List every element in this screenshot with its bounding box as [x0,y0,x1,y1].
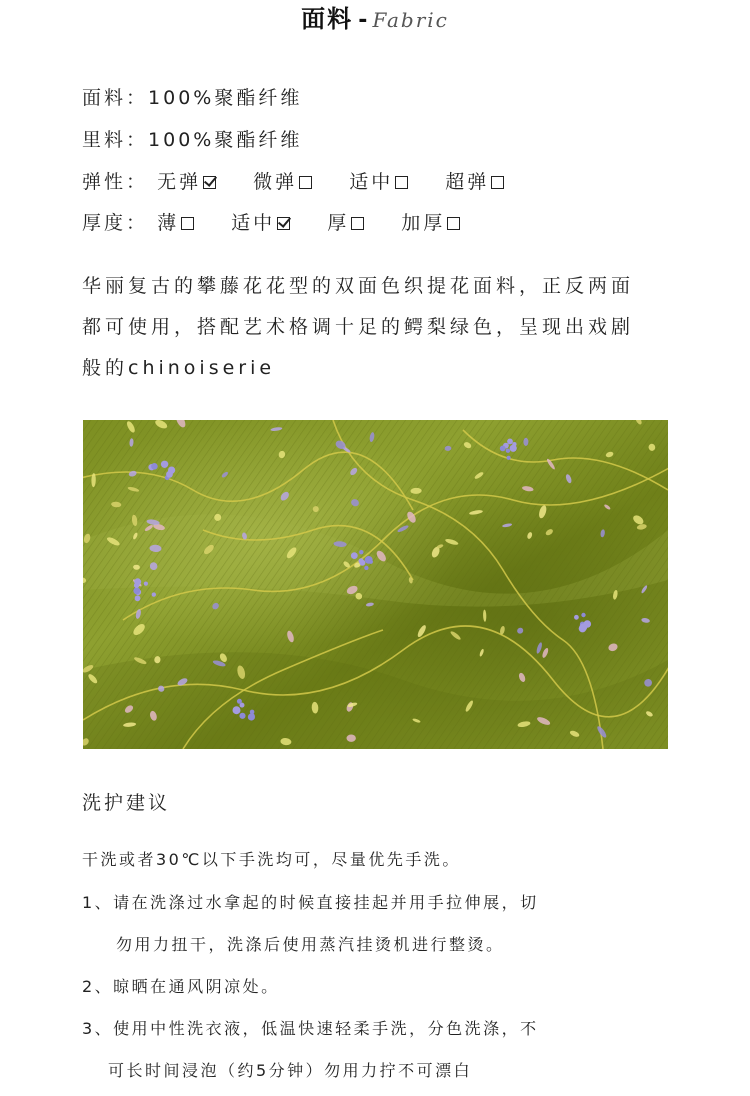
title-en: Fabric [372,8,449,32]
care-line: 可长时间浸泡（约5分钟）勿用力拧不可漂白 [108,1061,473,1080]
elasticity-option [445,167,504,197]
thickness-option [327,208,364,238]
spec-fabric-label: 面料： [82,87,149,109]
checkbox-icon [491,176,504,189]
care-line: 1、请在洗涤过水拿起的时候直接挂起并用手拉伸展，切 [82,893,539,912]
elasticity-option-label: 微弹 [253,171,298,193]
checkbox-icon [181,217,194,230]
spec-fabric-value: 100%聚酯纤维 [148,87,303,109]
care-line: 干洗或者30℃以下手洗均可，尽量优先手洗。 [82,850,461,869]
care-title: 洗护建议 [82,792,171,814]
thickness-option-label: 厚 [327,212,350,234]
elasticity-option [349,167,408,197]
spec-fabric [82,83,302,113]
spec-lining-label: 里料： [82,129,149,151]
care-line: 2、晾晒在通风阴凉处。 [82,977,280,996]
elasticity-option-label: 超弹 [445,171,490,193]
checkbox-icon [299,176,312,189]
elasticity-option [157,167,216,197]
spec-lining-value: 100%聚酯纤维 [148,129,303,151]
thickness-option-label: 适中 [231,212,276,234]
description-line: 华丽复古的攀藤花花型的双面色织提花面料，正反两面 [82,275,635,297]
elasticity-option [253,167,312,197]
spec-elasticity [82,167,532,197]
description-line: 都可使用，搭配艺术格调十足的鳄梨绿色，呈现出戏剧 [82,316,635,338]
care-line: 3、使用中性洗衣液，低温快速轻柔手洗，分色洗涤，不 [82,1019,539,1038]
description-line: 般的chinoiserie [82,357,276,379]
fabric-pattern-image [83,420,668,749]
thickness-option-label: 薄 [157,212,180,234]
checkbox-icon [395,176,408,189]
checkbox-icon [351,217,364,230]
fabric-description [82,266,667,389]
thickness-option [231,208,290,238]
checkbox-icon [277,217,290,230]
spec-thickness [82,208,488,238]
checkbox-icon [203,176,216,189]
elasticity-option-label: 无弹 [157,171,202,193]
thickness-option [401,208,460,238]
thickness-option-label: 加厚 [401,212,446,234]
title-dash: - [358,8,368,33]
title-zh: 面料 [301,5,354,33]
thickness-option [157,208,194,238]
care-line: 勿用力扭干，洗涤后使用蒸汽挂烫机进行整烫。 [116,935,505,954]
fabric-photo [83,420,668,749]
checkbox-icon [447,217,460,230]
spec-elasticity-label: 弹性： [82,171,149,193]
elasticity-option-label: 适中 [349,171,394,193]
spec-thickness-label: 厚度： [82,212,149,234]
section-title [0,0,750,40]
spec-lining [82,125,302,155]
